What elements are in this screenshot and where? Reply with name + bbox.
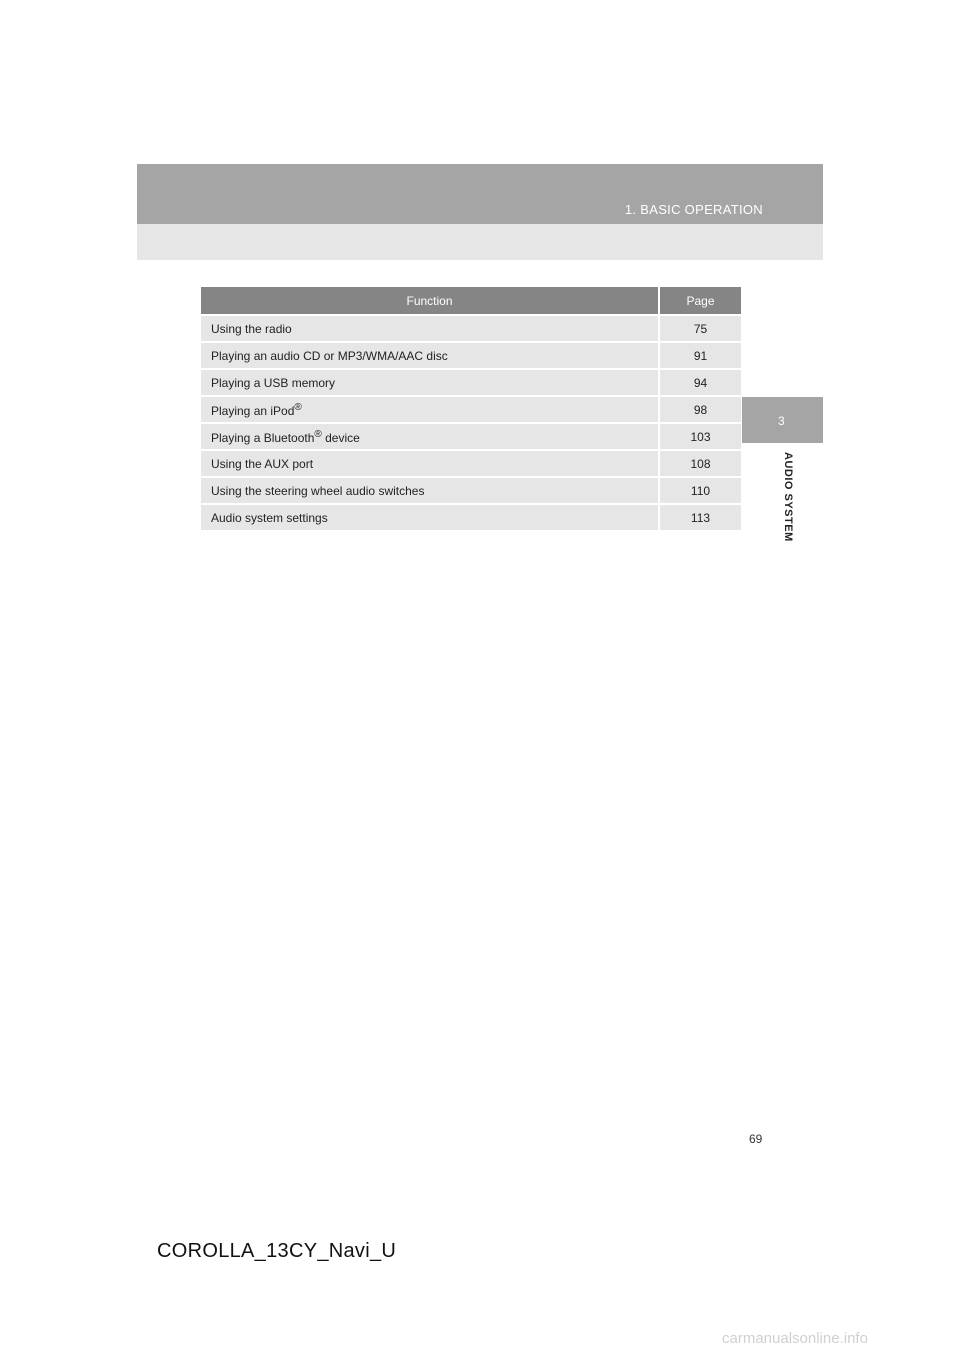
function-cell bbox=[201, 369, 659, 396]
registered-mark: ® bbox=[314, 428, 322, 440]
table-row bbox=[201, 342, 741, 369]
table-row bbox=[201, 423, 741, 450]
function-cell bbox=[201, 315, 659, 342]
table-row bbox=[201, 369, 741, 396]
page-number: 69 bbox=[749, 1132, 763, 1146]
table-row bbox=[201, 315, 741, 342]
function-text: Playing a USB memory bbox=[211, 375, 336, 390]
page-cell: 108 bbox=[659, 450, 741, 477]
table-header-row bbox=[201, 287, 741, 315]
table-row bbox=[201, 477, 741, 504]
document-code: COROLLA_13CY_Navi_U bbox=[157, 1240, 397, 1262]
function-text: Using the radio bbox=[211, 321, 292, 336]
function-text: Using the AUX port bbox=[211, 456, 314, 471]
table-row bbox=[201, 504, 741, 530]
function-cell bbox=[201, 396, 659, 423]
header-function: Function bbox=[201, 287, 659, 315]
page-cell: 91 bbox=[659, 342, 741, 369]
page-cell: 103 bbox=[659, 423, 741, 450]
function-table bbox=[201, 287, 741, 530]
page-cell: 98 bbox=[659, 396, 741, 423]
header-page: Page bbox=[659, 287, 741, 315]
registered-mark: ® bbox=[294, 401, 302, 413]
function-cell bbox=[201, 450, 659, 477]
chapter-label: AUDIO SYSTEM bbox=[782, 452, 794, 542]
function-text: Audio system settings bbox=[211, 510, 328, 525]
header-band bbox=[137, 164, 823, 224]
function-cell bbox=[201, 504, 659, 530]
chapter-number: 3 bbox=[778, 414, 785, 428]
table-row bbox=[201, 396, 741, 423]
section-title: 1. BASIC OPERATION bbox=[624, 202, 763, 217]
page-cell: 110 bbox=[659, 477, 741, 504]
function-cell bbox=[201, 423, 659, 450]
function-text: Playing an audio CD or MP3/WMA/AAC disc bbox=[211, 348, 448, 363]
watermark: carmanualsonline.info bbox=[722, 1330, 868, 1347]
header-subband bbox=[137, 224, 823, 260]
function-suffix: device bbox=[321, 430, 360, 445]
page-cell: 113 bbox=[659, 504, 741, 530]
function-cell bbox=[201, 342, 659, 369]
function-cell bbox=[201, 477, 659, 504]
table-row bbox=[201, 450, 741, 477]
function-text: Using the steering wheel audio switches bbox=[211, 483, 425, 498]
page-cell: 94 bbox=[659, 369, 741, 396]
function-text: Playing a Bluetooth bbox=[211, 430, 315, 445]
function-text: Playing an iPod bbox=[211, 403, 295, 418]
chapter-tab bbox=[742, 397, 823, 443]
page-cell: 75 bbox=[659, 315, 741, 342]
